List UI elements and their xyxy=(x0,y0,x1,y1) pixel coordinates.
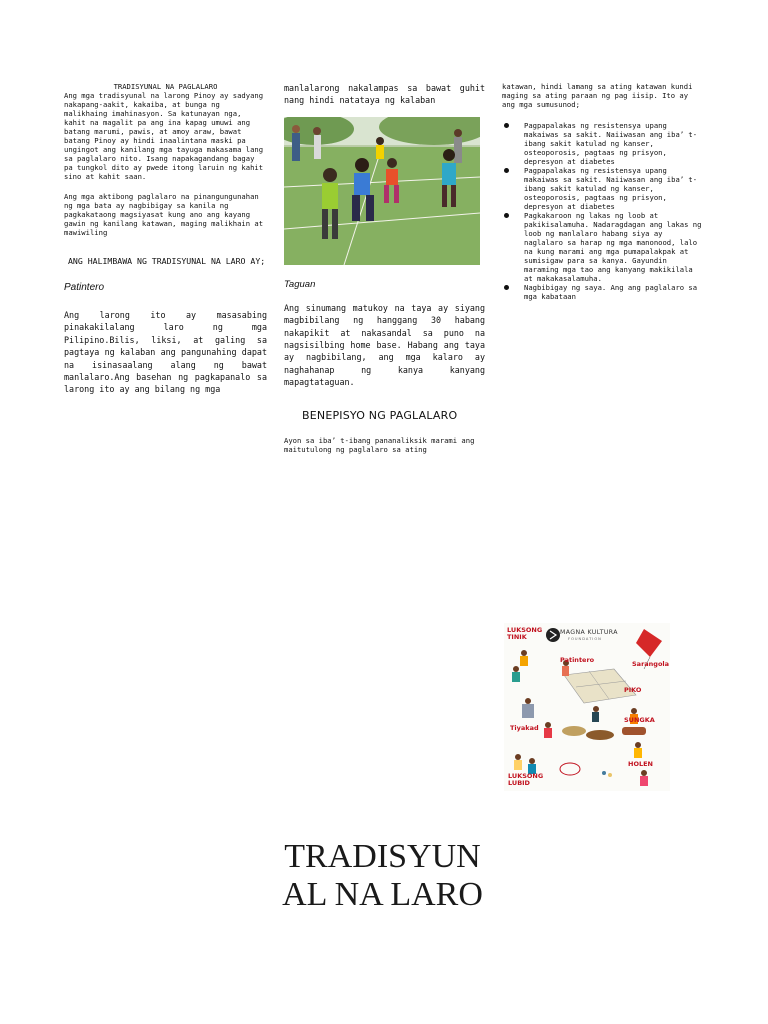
poster-label: LUKSONG TINIK xyxy=(507,626,543,641)
poster-label: SUNGKA xyxy=(624,716,655,724)
section-title: TRADISYUNAL NA PAGLALARO xyxy=(113,82,218,91)
examples-heading: ANG HALIMBAWA NG TRADISYUNAL NA LARO AY; xyxy=(68,256,266,266)
bullet-icon xyxy=(504,168,509,173)
taguan-description: Ang sinumang matukoy na taya ay siyang magbibilang ng hanggang 30 habang nakapikit at nakasandal sa puno na nagsisilbing home base. Habang ang taya ay nagbibilang, ang mga kalaro ay naghahanap ng kanya kanyang mapagtataguan. xyxy=(284,302,485,388)
cover-title xyxy=(260,838,505,914)
poster-brand: MAGNA KULTURA xyxy=(560,629,618,636)
list-item-text: Pagkakaroon ng lakas ng loob at pakikisalamuha. Nadaragdagan ang lakas ng loob ng manlalaro habang siya ay naglalaro sa harap ng mga manonood, lalo na kung marami ang mga pumapalakpak at sumisigaw para sa kanya. Gayundin maraming mga tao ang kanyang makikilala at makakasalamuha. xyxy=(524,211,702,283)
cover-title-line-2: AL NA LARO xyxy=(282,876,483,913)
poster-label: PIKO xyxy=(624,686,642,694)
poster-label: HOLEN xyxy=(628,760,653,768)
column-2 xyxy=(284,82,485,454)
benefits-continuation: katawan, hindi lamang sa ating katawan kundi maging sa ating paraan ng pag iisip. Ito ay ang mga sumusunod; xyxy=(502,82,693,109)
photo-illustration xyxy=(284,117,480,265)
column-1 xyxy=(64,82,267,396)
patintero-description: Ang larong ito ay masasabing pinakakilalang laro ng mga Pilipino.Bilis, liksi, at galing sa pagtaya ng kalaban ang pangunahing dapat na isinasaalang alang ng bawat manlalaro.Ang basehan ng pagkapanalo sa larong ito ay ang bilang ng mga xyxy=(64,310,267,395)
children-playing-photo xyxy=(284,117,480,265)
games-poster-image xyxy=(504,623,670,791)
poster-label: Patintero xyxy=(560,656,595,664)
list-item xyxy=(502,211,702,283)
list-item xyxy=(502,166,702,211)
poster-label: Tiyakad xyxy=(510,724,539,732)
bullet-icon xyxy=(504,285,509,290)
list-item xyxy=(502,283,702,301)
bullet-icon xyxy=(504,213,509,218)
list-item-text: Pagpapalakas ng resistensya upang makaiwas sa sakit. Naiiwasan ang iba’ t- ibang sakit katulad ng kanser, osteoporosis, pagtaas ng prisyon, depresyon at diabetes xyxy=(524,121,698,166)
column-3 xyxy=(502,82,702,301)
list-item-text: Pagpapalakas ng resistensya upang makaiwas sa sakit. Naiiwasan ang iba’ t- ibang sakit katulad ng kanser, osteoporosis, pagtaas ng prisyon, depresyon at diabetes xyxy=(524,166,698,211)
benefits-list xyxy=(502,121,702,301)
photo-caption: Taguan xyxy=(284,278,316,290)
intro-paragraph: Ang mga tradisyunal na larong Pinoy ay sadyang nakapang-aakit, kakaiba, at bunga ng malikhaing imahinasyon. Sa katunayan nga, kahit na magalit pa ang ina kapag umuwi ang batang marumi, pawis, at amoy araw, bawat batang Pinoy ay hindi inaalintana maski pa ungingot ang kanilang mga tayuga makasama lang sa paglalaro nito. Isang napakagandang bagay pa tungkol dito ay pwede itong laruin ng kahit sino at kahit saan. xyxy=(64,91,264,181)
poster-brand-sub: FOUNDATION xyxy=(568,637,602,641)
list-item-text: Nagbibigay ng saya. Ang ang paglalaro sa mga kabataan xyxy=(524,283,698,301)
benefits-intro: Ayon sa iba’ t-ibang pananaliksik marami ang maitutulong ng paglalaro sa ating xyxy=(284,435,475,454)
intro-paragraph-2: Ang mga aktibong paglalaro na pinangungunahan ng mga bata ay nagbibigay sa kanila ng pagkakataong magsiyasat kung ano ang kayang gawin ng kanilang katawan, maging malikhain at mawiwiling xyxy=(64,192,264,237)
list-item xyxy=(502,121,702,166)
cover-title-line-1: TRADISYUN xyxy=(284,838,481,875)
game-heading-patintero: Patintero xyxy=(64,282,105,293)
benefits-heading: BENEPISYO NG PAGLALARO xyxy=(302,408,458,422)
patintero-continuation: manlalarong nakalampas sa bawat guhit nang hindi natataya ng kalaban xyxy=(284,83,485,106)
poster-label: LUKSONG LUBID xyxy=(508,772,544,787)
bullet-icon xyxy=(504,123,509,128)
poster-label: Sarangola xyxy=(632,660,670,668)
